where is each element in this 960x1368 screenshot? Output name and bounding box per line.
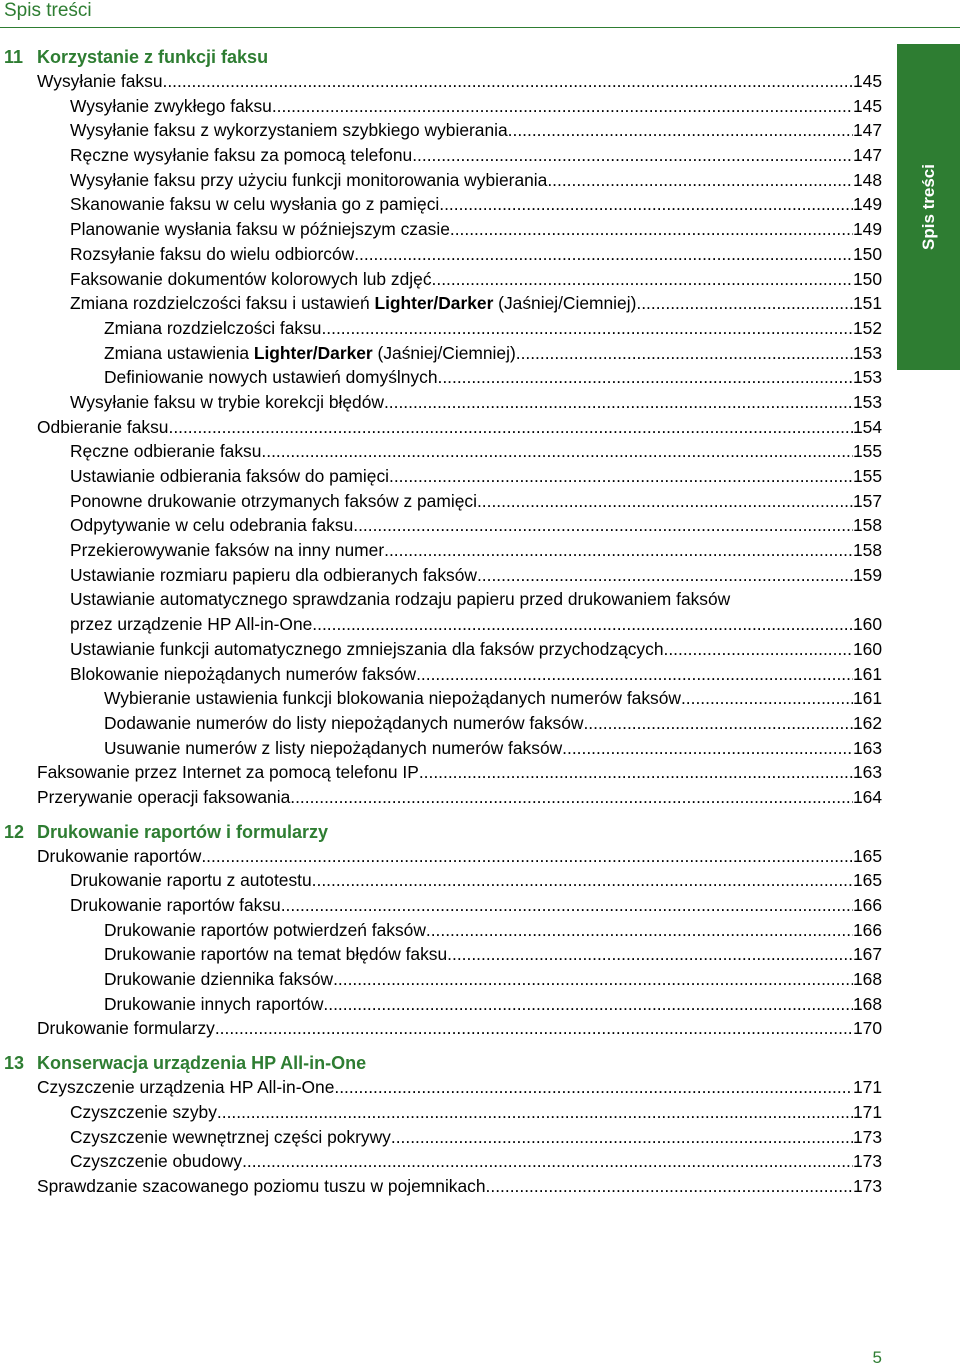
toc-entry-text-bold: Lighter/Darker: [374, 293, 494, 314]
toc-page-number: 148: [852, 169, 882, 190]
toc-chapter: [0, 1051, 882, 1198]
toc-entry[interactable]: [0, 69, 882, 94]
toc-entry-text: Wysyłanie faksu przy użyciu funkcji monitorowania wybierania: [70, 169, 548, 190]
dot-leader: [447, 942, 853, 967]
toc-entry-line: Ustawianie automatycznego sprawdzania rodzaju papieru przed drukowaniem faksów: [70, 589, 731, 610]
toc-entry[interactable]: [0, 464, 882, 489]
chapter-heading[interactable]: [0, 820, 882, 844]
dot-leader: [312, 612, 853, 637]
dot-leader: [681, 686, 853, 711]
toc-entry[interactable]: [0, 637, 882, 662]
toc-entry-text: Ponowne drukowanie otrzymanych faksów z pamięci: [70, 490, 477, 511]
dot-leader: [201, 844, 853, 869]
running-header-title: Spis treści: [4, 0, 92, 21]
dot-leader: [419, 760, 853, 785]
toc-entry[interactable]: [0, 893, 882, 918]
toc-entry[interactable]: [0, 785, 882, 810]
chapter-title: Drukowanie raportów i formularzy: [37, 821, 329, 842]
chapter-number: 12: [4, 821, 25, 842]
dot-leader: [562, 736, 853, 761]
dot-leader: [168, 415, 853, 440]
toc-entry[interactable]: [0, 1125, 882, 1150]
toc-page-number: 153: [852, 391, 882, 412]
dot-leader: [450, 217, 853, 242]
toc-page-number: 173: [852, 1151, 882, 1172]
toc-entry-text: Drukowanie raportu z autotestu: [70, 870, 312, 891]
toc-entry[interactable]: [0, 711, 882, 736]
toc-entry-text: Drukowanie raportów faksu: [70, 895, 281, 916]
header-divider: [0, 27, 960, 28]
toc-entry-text: Sprawdzanie szacowanego poziomu tuszu w pojemnikach: [37, 1175, 486, 1196]
toc-entry[interactable]: [0, 967, 882, 992]
toc-entry-text: Czyszczenie szyby: [70, 1101, 217, 1122]
toc-page-number: 155: [852, 466, 882, 486]
toc-entry[interactable]: [0, 736, 882, 761]
toc-page-number: 161: [852, 663, 882, 684]
toc-entry[interactable]: [0, 242, 882, 267]
toc-entry-text: Wysyłanie faksu w trybie korekcji błędów: [70, 391, 384, 412]
dot-leader: [290, 785, 853, 810]
toc-entry-text: Wybieranie ustawienia funkcji blokowania niepożądanych numerów faksów: [104, 688, 681, 709]
toc-page-number: 154: [852, 416, 882, 437]
dot-leader: [389, 464, 853, 489]
toc-page-number: 153: [852, 367, 882, 388]
toc-entry-text: [70, 291, 636, 316]
toc-page-number: 163: [852, 737, 882, 758]
dot-leader: [353, 513, 853, 538]
toc-entry-text: Wysyłanie faksu: [37, 71, 163, 91]
toc-entry-text: Odpytywanie w celu odebrania faksu: [70, 515, 354, 536]
toc-page-number: 159: [852, 564, 882, 585]
toc-page-number: 168: [852, 969, 882, 990]
toc-entry[interactable]: [0, 94, 882, 119]
toc-entry-text: przez urządzenie HP All-in-One: [70, 614, 313, 635]
toc-entry-text: Drukowanie innych raportów: [104, 993, 324, 1014]
toc-entry[interactable]: [0, 316, 882, 341]
toc-entry[interactable]: [0, 217, 882, 242]
dot-leader: [636, 291, 853, 316]
toc-entry-text: Ręczne odbieranie faksu: [70, 441, 262, 462]
toc-page-number: 165: [852, 845, 882, 866]
toc-page-number: 173: [852, 1126, 882, 1147]
dot-leader: [416, 662, 853, 687]
toc-page-number: 165: [852, 870, 882, 891]
toc-page-number: 145: [852, 71, 882, 91]
toc-entry[interactable]: [0, 868, 882, 893]
chapter-number: 13: [4, 1053, 25, 1074]
dot-leader: [354, 242, 853, 267]
toc-entry-text-part: Zmiana ustawienia: [104, 342, 254, 363]
toc-entry-text: Dodawanie numerów do listy niepożądanych numerów faksów: [104, 712, 584, 733]
toc-chapter: [0, 45, 882, 810]
toc-entry[interactable]: [0, 563, 882, 588]
toc-entry-text: Przerywanie operacji faksowania: [37, 786, 291, 807]
toc-entry-text: Planowanie wysłania faksu w późniejszym czasie: [70, 219, 450, 240]
toc-entry-text: Ręczne wysyłanie faksu za pomocą telefonu: [70, 145, 413, 166]
toc-page-number: 147: [852, 145, 882, 166]
toc-entry[interactable]: [0, 192, 882, 217]
toc-entry[interactable]: [0, 942, 882, 967]
toc-entry-text: Ustawianie funkcji automatycznego zmniejszania dla faksów przychodzących: [70, 638, 664, 659]
dot-leader: [384, 390, 853, 415]
toc-entry-text: Czyszczenie wewnętrznej części pokrywy: [70, 1126, 391, 1147]
toc-page-number: 167: [852, 944, 882, 965]
toc-entry-text-part: (Jaśniej/Ciemniej): [493, 293, 637, 314]
toc-entry-text: Skanowanie faksu w celu wysłania go z pamięci: [70, 194, 440, 215]
dot-leader: [281, 893, 853, 918]
toc-entry[interactable]: [0, 1149, 882, 1174]
chapter-title: Konserwacja urządzenia HP All-in-One: [37, 1053, 367, 1074]
toc-entry[interactable]: [0, 844, 882, 869]
dot-leader: [426, 918, 853, 943]
toc-entry[interactable]: [0, 365, 882, 390]
toc-entry-text: Czyszczenie urządzenia HP All-in-One: [37, 1077, 335, 1098]
toc-page-number: 158: [852, 540, 882, 561]
toc-page-number: 153: [852, 342, 882, 363]
dot-leader: [477, 489, 853, 514]
dot-leader: [242, 1149, 853, 1174]
toc-page-number: 150: [852, 243, 882, 264]
toc-page-number: 162: [852, 712, 882, 733]
toc-entry-text: Zmiana rozdzielczości faksu: [104, 317, 322, 338]
toc-entry-text: Drukowanie raportów: [37, 845, 202, 866]
toc-entry[interactable]: [0, 686, 882, 711]
toc-entry[interactable]: [0, 1174, 882, 1199]
toc-page-number: 157: [852, 490, 882, 511]
toc-entry[interactable]: [0, 415, 882, 440]
toc-entry-text: Faksowanie przez Internet za pomocą telefonu IP: [37, 762, 419, 783]
chapter-number: 11: [4, 47, 24, 67]
toc-page-number: 166: [852, 895, 882, 916]
dot-leader: [438, 365, 853, 390]
toc-entry[interactable]: [0, 1100, 882, 1125]
table-of-contents: [0, 45, 882, 1209]
toc-entry[interactable]: [0, 760, 882, 785]
side-tab: [897, 44, 960, 370]
toc-entry-text: Blokowanie niepożądanych numerów faksów: [70, 663, 417, 684]
dot-leader: [516, 341, 853, 366]
toc-page-number: 158: [852, 515, 882, 536]
toc-page-number: 150: [852, 268, 882, 289]
toc-entry[interactable]: [0, 538, 882, 563]
toc-page-number: 149: [852, 194, 882, 215]
toc-entry[interactable]: [0, 118, 882, 143]
toc-page-number: 160: [852, 614, 882, 635]
toc-page-number: 170: [852, 1018, 882, 1039]
toc-entry[interactable]: [0, 291, 882, 316]
toc-entry[interactable]: [0, 168, 882, 193]
toc-entry-text: Wysyłanie zwykłego faksu: [70, 95, 272, 116]
toc-entry-text: Czyszczenie obudowy: [70, 1151, 243, 1172]
toc-page-number: 149: [852, 219, 882, 240]
dot-leader: [272, 94, 853, 119]
toc-page-number: 164: [852, 786, 882, 807]
dot-leader: [217, 1100, 853, 1125]
dot-leader: [412, 143, 853, 168]
dot-leader: [334, 1075, 853, 1100]
dot-leader: [432, 267, 853, 292]
dot-leader: [547, 168, 853, 193]
chapter-heading[interactable]: [0, 45, 882, 69]
toc-entry-text: Przekierowywanie faksów na inny numer: [70, 540, 385, 561]
toc-entry-text-bold: Lighter/Darker: [253, 342, 373, 363]
toc-page-number: 147: [852, 120, 882, 141]
toc-entry[interactable]: [0, 1016, 882, 1041]
toc-entry-text: Rozsyłanie faksu do wielu odbiorców: [70, 243, 355, 264]
toc-entry[interactable]: [0, 341, 882, 366]
dot-leader: [333, 967, 853, 992]
toc-page-number: 168: [852, 993, 882, 1014]
toc-entry-text-part: (Jaśniej/Ciemniej): [372, 342, 516, 363]
dot-leader: [321, 316, 853, 341]
dot-leader: [583, 711, 853, 736]
dot-leader: [384, 538, 853, 563]
dot-leader: [261, 439, 853, 464]
toc-entry[interactable]: [0, 489, 882, 514]
toc-entry[interactable]: [0, 439, 882, 464]
toc-page-number: 173: [852, 1175, 882, 1196]
toc-entry-text: Wysyłanie faksu z wykorzystaniem szybkiego wybierania: [70, 120, 508, 141]
dot-leader: [508, 118, 853, 143]
toc-entry[interactable]: [0, 662, 882, 687]
dot-leader: [391, 1125, 853, 1150]
chapter-heading[interactable]: [0, 1051, 882, 1075]
dot-leader: [439, 192, 853, 217]
toc-entry[interactable]: [0, 992, 882, 1017]
toc-page-number: 152: [852, 317, 882, 338]
toc-page-number: 145: [852, 95, 882, 116]
toc-entry-text: Drukowanie raportów potwierdzeń faksów: [104, 919, 426, 940]
side-tab-label: Spis treści: [918, 164, 938, 250]
toc-page-number: 163: [852, 762, 882, 783]
toc-entry-text: Faksowanie dokumentów kolorowych lub zdjęć: [70, 268, 432, 289]
dot-leader: [486, 1174, 853, 1199]
toc-page-number: 171: [852, 1077, 882, 1098]
page-number: 5: [872, 1348, 882, 1367]
toc-entry[interactable]: [0, 143, 882, 168]
toc-page-number: 155: [852, 441, 882, 462]
toc-page-number: 160: [852, 638, 882, 659]
toc-entry-text: [104, 341, 516, 366]
toc-entry[interactable]: [0, 267, 882, 292]
toc-entry-text: Usuwanie numerów z listy niepożądanych numerów faksów: [104, 737, 563, 758]
toc-entry-text: Drukowanie dziennika faksów: [104, 969, 334, 990]
toc-entry-line: [70, 612, 882, 637]
toc-entry[interactable]: [0, 918, 882, 943]
toc-page-number: 171: [852, 1101, 882, 1122]
dot-leader: [664, 637, 853, 662]
toc-page-number: 166: [852, 919, 882, 940]
toc-chapter: [0, 820, 882, 1042]
toc-entry-text: Definiowanie nowych ustawień domyślnych: [104, 367, 438, 388]
toc-entry[interactable]: [0, 587, 882, 636]
toc-entry[interactable]: [0, 1075, 882, 1100]
toc-entry-text: Drukowanie formularzy: [37, 1018, 215, 1039]
toc-page-number: 151: [852, 293, 882, 314]
toc-entry-text: Odbieranie faksu: [37, 416, 169, 437]
toc-entry[interactable]: [0, 390, 882, 415]
toc-entry-text: Drukowanie raportów na temat błędów faksu: [104, 944, 448, 965]
dot-leader: [477, 563, 853, 588]
dot-leader: [163, 69, 853, 94]
toc-entry[interactable]: [0, 513, 882, 538]
toc-entry-text-part: Zmiana rozdzielczości faksu i ustawień: [70, 293, 375, 314]
dot-leader: [323, 992, 853, 1017]
toc-entry-text: Ustawianie odbierania faksów do pamięci: [70, 466, 390, 486]
chapter-title: Korzystanie z funkcji faksu: [37, 47, 269, 67]
toc-page-number: 161: [852, 688, 882, 709]
dot-leader: [312, 868, 853, 893]
dot-leader: [215, 1016, 853, 1041]
toc-entry-text: Ustawianie rozmiaru papieru dla odbieranych faksów: [70, 564, 477, 585]
